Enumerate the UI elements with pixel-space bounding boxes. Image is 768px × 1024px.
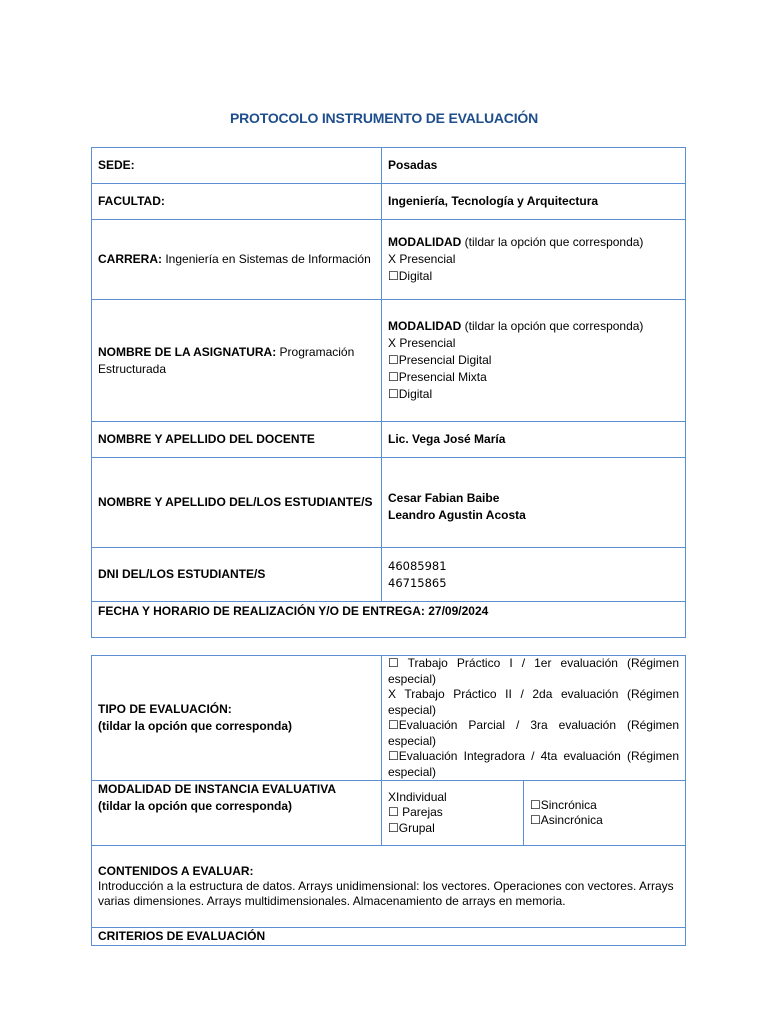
table-row — [92, 458, 686, 548]
dni-value: 46085981 — [388, 558, 447, 573]
estudiantes-label: NOMBRE Y APELLIDO DEL/LOS ESTUDIANTE/S — [92, 458, 382, 548]
option-digital[interactable]: ☐Digital — [388, 387, 433, 401]
sede-value: Posadas — [382, 148, 686, 184]
table-row — [92, 656, 686, 781]
carrera-value: Ingeniería en Sistemas de Información — [162, 252, 371, 266]
table-row — [92, 602, 686, 638]
docente-value: Lic. Vega José María — [382, 422, 686, 458]
estudiante-name: Leandro Agustin Acosta — [388, 507, 526, 522]
table-row — [92, 781, 686, 846]
carrera-cell — [92, 220, 382, 300]
asignatura-label: NOMBRE DE LA ASIGNATURA: — [98, 344, 277, 359]
evaluacion-table — [91, 655, 686, 946]
instancia-cell — [92, 781, 382, 846]
facultad-value: Ingeniería, Tecnología y Arquitectura — [382, 184, 686, 220]
dni-value: 46715865 — [388, 575, 447, 590]
instancia-options-a — [382, 781, 524, 846]
datos-generales-table — [91, 147, 686, 638]
contenidos-text: Introducción a la estructura de datos. Arrays unidimensional: los vectores. Operaciones con vectores. Arrays varias dimensiones. Arrays multidimensionales. Almacenamiento de arrays en memoria. — [98, 879, 674, 908]
option-presencial-digital[interactable]: ☐Presencial Digital — [388, 353, 492, 367]
option-parejas[interactable]: ☐ Parejas — [388, 805, 443, 820]
modalidad-label: MODALIDAD — [388, 319, 462, 333]
table-row — [92, 928, 686, 946]
fecha-label: FECHA Y HORARIO DE REALIZACIÓN Y/O DE ENTREGA: 27/09/2024 — [92, 602, 686, 638]
option-individual[interactable]: XIndividual — [388, 789, 447, 804]
option-grupal[interactable]: ☐Grupal — [388, 820, 435, 835]
page-title: PROTOCOLO INSTRUMENTO DE EVALUACIÓN — [229, 110, 538, 126]
table-row — [92, 148, 686, 184]
modalidad-hint: (tildar la opción que corresponda) — [461, 319, 644, 333]
option-parcial[interactable]: ☐Evaluación Parcial / 3ra evaluación (Régimen especial) — [388, 718, 679, 748]
table-row — [92, 846, 686, 928]
estudiantes-values — [382, 458, 686, 548]
sede-label: SEDE: — [92, 148, 382, 184]
option-presencial[interactable]: X Presencial — [388, 336, 456, 350]
contenidos-cell — [92, 846, 686, 928]
option-tp1[interactable]: ☐ Trabajo Práctico I / 1er evaluación (Régimen especial) — [388, 656, 679, 686]
asignatura-value: Programación Estructurada — [98, 344, 355, 376]
option-sincronica[interactable]: ☐Sincrónica — [530, 797, 597, 812]
table-row — [92, 300, 686, 422]
tipo-options-cell — [382, 656, 686, 781]
option-presencial-mixta[interactable]: ☐Presencial Mixta — [388, 370, 487, 384]
asignatura-modalidad-cell — [382, 300, 686, 422]
table-row — [92, 220, 686, 300]
modalidad-hint: (tildar la opción que corresponda) — [461, 235, 644, 249]
option-digital[interactable]: ☐Digital — [388, 269, 433, 283]
dni-label: DNI DEL/LOS ESTUDIANTE/S — [92, 548, 382, 602]
dni-values — [382, 548, 686, 602]
table-row — [92, 548, 686, 602]
asignatura-cell — [92, 300, 382, 422]
docente-label: NOMBRE Y APELLIDO DEL DOCENTE — [92, 422, 382, 458]
instancia-hint: (tildar la opción que corresponda) — [98, 799, 293, 813]
tipo-label: TIPO DE EVALUACIÓN: — [98, 702, 232, 716]
instancia-options-b — [524, 781, 686, 846]
table-row — [92, 184, 686, 220]
table-row — [92, 422, 686, 458]
option-integradora[interactable]: ☐Evaluación Integradora / 4ta evaluación (Régimen especial) — [388, 749, 679, 779]
instancia-label: MODALIDAD DE INSTANCIA EVALUATIVA — [98, 782, 336, 796]
carrera-label: CARRERA: — [98, 252, 162, 266]
tipo-cell — [92, 656, 382, 781]
criterios-label: CRITERIOS DE EVALUACIÓN — [92, 928, 686, 946]
option-presencial[interactable]: X Presencial — [388, 252, 456, 266]
carrera-modalidad-cell — [382, 220, 686, 300]
estudiante-name: Cesar Fabian Baibe — [388, 490, 500, 505]
tipo-hint: (tildar la opción que corresponda) — [98, 719, 293, 733]
option-tp2[interactable]: X Trabajo Práctico II / 2da evaluación (Régimen especial) — [388, 687, 679, 717]
option-asincronica[interactable]: ☐Asincrónica — [530, 813, 603, 827]
facultad-label: FACULTAD: — [92, 184, 382, 220]
contenidos-label: CONTENIDOS A EVALUAR: — [98, 864, 254, 878]
modalidad-label: MODALIDAD — [388, 235, 462, 249]
